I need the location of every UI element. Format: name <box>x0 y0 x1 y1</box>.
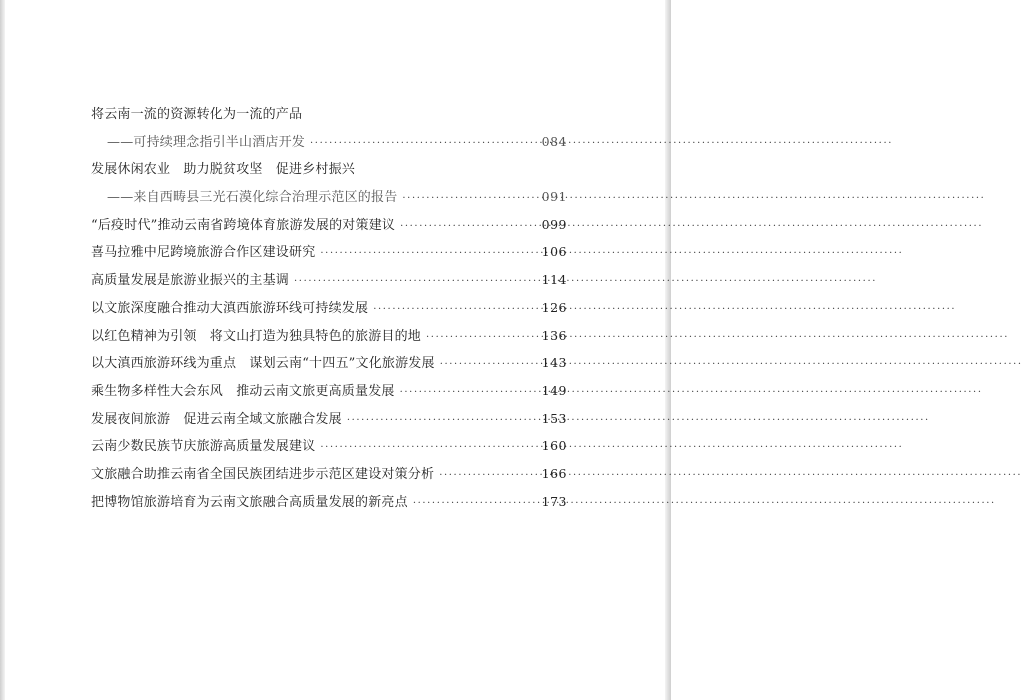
toc-entry <box>91 325 567 353</box>
toc-entry-title: ——可持续理念指引半山酒店开发 <box>107 134 306 150</box>
toc-entry-title: 把博物馆旅游培育为云南文旅融合高质量发展的新亮点 <box>91 494 408 510</box>
toc-page-number: 173 <box>541 493 567 509</box>
toc-entry-title: 发展休闲农业 助力脱贫攻坚 促进乡村振兴 <box>91 162 356 178</box>
page-right-edge <box>665 0 671 700</box>
toc-entry-title: ——来自西畴县三光石漠化综合治理示范区的报告 <box>107 190 398 206</box>
dot-leader <box>373 304 538 315</box>
toc-entry <box>91 241 567 269</box>
toc-page-number: 136 <box>541 327 567 343</box>
toc-entry-title: 以红色精神为引领 将文山打造为独具特色的旅游目的地 <box>91 328 422 344</box>
toc-entry-subtitle <box>91 186 567 214</box>
toc-entry-title: 乘生物多样性大会东风 推动云南文旅更高质量发展 <box>91 383 395 399</box>
dot-leader <box>310 138 539 149</box>
toc-entry-title: 将云南一流的资源转化为一流的产品 <box>91 107 303 122</box>
toc-entry <box>91 214 567 242</box>
toc-entry <box>91 408 567 436</box>
dot-leader <box>426 332 539 343</box>
toc-entry-title: 以文旅深度融合推动大滇西旅游环线可持续发展 <box>91 300 369 316</box>
dot-leader <box>294 276 539 287</box>
page-left-edge <box>0 0 5 700</box>
dot-leader <box>400 387 539 398</box>
toc-page-number: 143 <box>541 355 567 371</box>
dot-leader <box>347 415 539 426</box>
toc-entry <box>91 269 567 297</box>
toc-entry <box>91 297 567 325</box>
toc-entry-title: 文旅融合助推云南省全国民族团结进步示范区建设对策分析 <box>91 466 435 482</box>
toc-entry <box>91 380 567 408</box>
toc-entry-title: 云南少数民族节庆旅游高质量发展建议 <box>91 439 316 455</box>
toc-page-number: 114 <box>541 272 567 288</box>
dot-leader <box>402 193 538 204</box>
toc-page-number: 166 <box>541 465 567 481</box>
dot-leader <box>320 248 538 259</box>
toc-entry <box>91 491 567 519</box>
dot-leader <box>400 221 539 232</box>
toc-entry-title: 高质量发展是旅游业振兴的主基调 <box>91 273 290 289</box>
toc-entry-title: 喜马拉雅中尼跨境旅游合作区建设研究 <box>91 245 316 261</box>
toc-page-number: 099 <box>541 216 567 232</box>
dot-leader <box>320 442 538 453</box>
dot-leader <box>439 470 538 481</box>
toc-entry-title: 发展夜间旅游 促进云南全域文旅融合发展 <box>91 411 342 427</box>
toc-entry <box>91 352 567 380</box>
toc-entry <box>91 158 567 186</box>
dot-leader <box>413 498 539 509</box>
toc-page-number: 126 <box>541 299 567 315</box>
toc-page-number: 149 <box>541 382 567 398</box>
toc-entry <box>91 435 567 463</box>
toc-page-number: 084 <box>541 133 567 149</box>
toc-page-number: 160 <box>541 438 567 454</box>
toc-page-number: 091 <box>541 189 567 205</box>
table-of-contents <box>91 103 567 518</box>
toc-entry-subtitle <box>91 131 567 159</box>
toc-entry-title: “后疫时代”推动云南省跨境体育旅游发展的对策建议 <box>91 217 396 233</box>
toc-page-number: 106 <box>541 244 567 260</box>
toc-entry <box>91 463 567 491</box>
toc-entry-title: 以大滇西旅游环线为重点 谋划云南“十四五”文化旅游发展 <box>91 356 435 372</box>
toc-page-number: 153 <box>541 410 567 426</box>
dot-leader <box>440 359 539 370</box>
toc-entry <box>91 103 567 131</box>
